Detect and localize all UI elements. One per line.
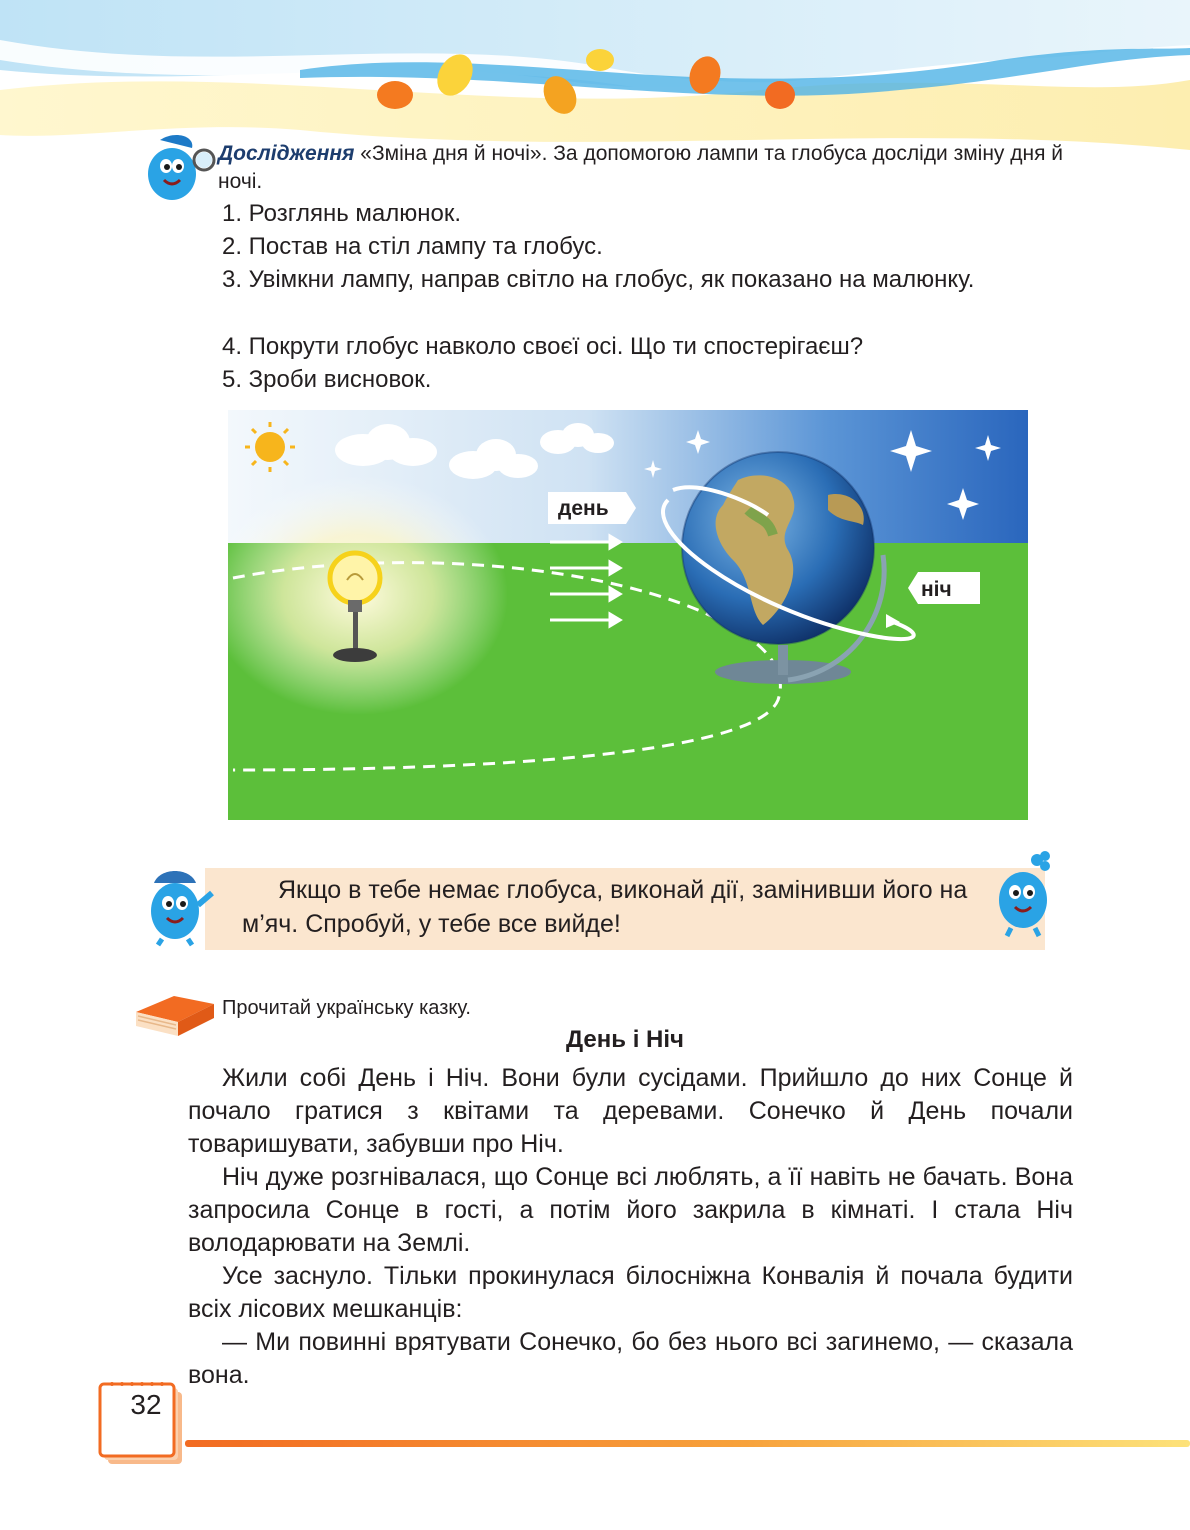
research-lead: Дослідження (218, 142, 355, 165)
story-paragraph-1: Жили собі День і Ніч. Вони були сусідами. Прийшло до них Сонце й почало гратися з квітами та деревами. Сонечко й День почали товаришувати, забувши про Ніч. (188, 1064, 1073, 1158)
research-intro (218, 140, 1078, 196)
day-label: день (558, 497, 609, 520)
research-text: «Зміна дня й ночі». За допомогою лампи та глобуса досліди зміну дня й ночі. (218, 142, 1064, 193)
step-4: 4. Покрути глобус навколо своєї осі. Що ти спостерігаєш? (222, 333, 864, 360)
bottom-decorative-line (185, 1440, 1190, 1447)
globe-lamp-illustration (228, 410, 1028, 820)
step-2: 2. Постав на стіл лампу та глобус. (222, 233, 603, 260)
story-paragraph-4: — Ми повинні врятувати Сонечко, бо без нього всі загинемо, — сказала вона. (188, 1328, 1073, 1389)
page-number: 32 (130, 1389, 162, 1420)
droplet-mascot-magnifier (140, 132, 218, 204)
story-paragraph-3: Усе заснуло. Тільки прокинулася білосніжна Конвалія й почала будити всіх лісових мешканців: (188, 1262, 1073, 1323)
day-label-box (548, 492, 636, 524)
night-label-box (908, 572, 980, 604)
story-paragraph-2: Ніч дуже розгнівалася, що Сонце всі люблять, а її навіть не бачать. Вона запросила Сонце в гості, а потім його закрила в кімнаті. І стала Ніч володарювати на Землі. (188, 1163, 1073, 1257)
tip-text: Якщо в тебе немає глобуса, виконай дії, замінивши його на м’яч. Спробуй, у тебе все вийде! (242, 876, 968, 938)
step-1: 1. Розглянь малюнок. (222, 200, 461, 227)
night-label: ніч (921, 578, 952, 601)
droplet-mascot-cap (140, 865, 218, 947)
story-title: День і Ніч (566, 1026, 684, 1053)
step-5: 5. Зроби висновок. (222, 366, 432, 393)
reading-instruction: Прочитай українську казку. (222, 997, 471, 1019)
step-3: 3. Увімкни лампу, направ світло на глобус, як показано на малюнку. (222, 266, 975, 293)
droplet-mascot-flower (985, 850, 1063, 938)
